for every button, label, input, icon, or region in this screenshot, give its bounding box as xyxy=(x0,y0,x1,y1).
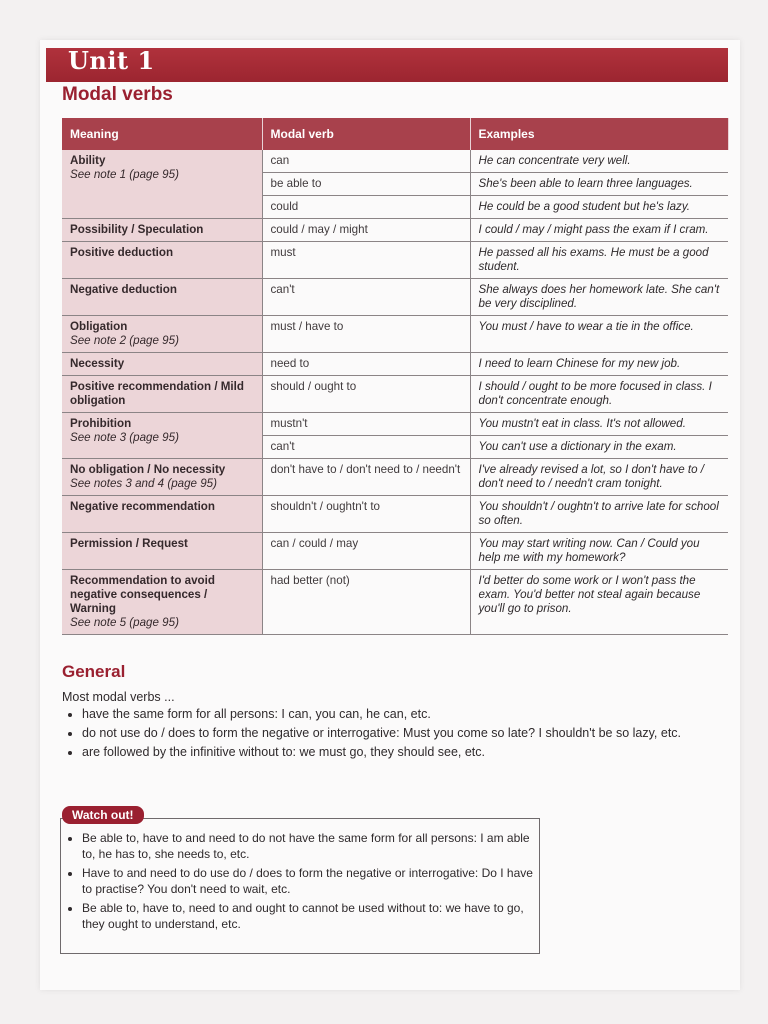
example-cell: She always does her homework late. She can't be very disciplined. xyxy=(470,279,728,316)
meaning-cell xyxy=(62,459,262,496)
meaning-note: See note 2 (page 95) xyxy=(70,334,179,347)
list-item: • Be able to, have to and need to do not have the same form for all persons: I am able to, he has to, she needs to, etc. xyxy=(82,830,542,862)
meaning-cell: Negative recommendation xyxy=(62,496,262,533)
example-cell: You shouldn't / oughtn't to arrive late for school so often. xyxy=(470,496,728,533)
list-item: • Have to and need to do use do / does to form the negative or interrogative: Do I have to practise? You don't need to wait, etc. xyxy=(82,865,542,897)
list-item: • have the same form for all persons: I can, you can, he can, etc. xyxy=(82,706,702,723)
example-cell: You may start writing now. Can / Could you help me with my homework? xyxy=(470,533,728,570)
example-cell: I could / may / might pass the exam if I cram. xyxy=(470,219,728,242)
list-item: • Be able to, have to, need to and ought to cannot be used without to: we have to go, they ought to understand, etc. xyxy=(82,900,542,932)
modal-verb-cell: can't xyxy=(262,436,470,459)
unit-title: Unit 1 xyxy=(68,46,155,75)
modal-verb-cell: can't xyxy=(262,279,470,316)
example-cell: I've already revised a lot, so I don't have to / don't need to / needn't cram tonight. xyxy=(470,459,728,496)
meaning-note: See note 5 (page 95) xyxy=(70,616,179,629)
modal-verb-cell: be able to xyxy=(262,173,470,196)
watch-out-label: Watch out! xyxy=(62,806,144,824)
example-cell: You mustn't eat in class. It's not allowed. xyxy=(470,413,728,436)
table-row xyxy=(62,459,728,496)
example-cell: I need to learn Chinese for my new job. xyxy=(470,353,728,376)
meaning-cell xyxy=(62,413,262,459)
meaning-note: See notes 3 and 4 (page 95) xyxy=(70,477,217,490)
modal-verb-cell: need to xyxy=(262,353,470,376)
general-list xyxy=(62,706,702,763)
meaning-label: Recommendation to avoid negative consequences / Warning xyxy=(70,574,215,615)
meaning-note: See note 3 (page 95) xyxy=(70,431,179,444)
example-cell: She's been able to learn three languages. xyxy=(470,173,728,196)
table-row xyxy=(62,150,728,173)
table-row xyxy=(62,533,728,570)
meaning-cell xyxy=(62,150,262,219)
modal-verb-cell: must xyxy=(262,242,470,279)
col-header-modal-verb: Modal verb xyxy=(262,118,470,150)
modal-verb-cell: can / could / may xyxy=(262,533,470,570)
meaning-cell xyxy=(62,570,262,635)
meaning-cell: Negative deduction xyxy=(62,279,262,316)
modal-verb-cell: could / may / might xyxy=(262,219,470,242)
modal-verb-cell: had better (not) xyxy=(262,570,470,635)
general-intro: Most modal verbs ... xyxy=(62,690,175,704)
table-row xyxy=(62,316,728,353)
watch-out-list xyxy=(62,830,542,935)
example-cell: He could be a good student but he's lazy. xyxy=(470,196,728,219)
col-header-meaning: Meaning xyxy=(62,118,262,150)
list-item: • are followed by the infinitive without to: we must go, they should see, etc. xyxy=(82,744,702,761)
meaning-label: Prohibition xyxy=(70,417,132,430)
list-item: • do not use do / does to form the negative or interrogative: Must you come so late? I shouldn't be so lazy, etc. xyxy=(82,725,702,742)
meaning-cell xyxy=(62,316,262,353)
section-title: Modal verbs xyxy=(62,84,173,105)
meaning-cell: Permission / Request xyxy=(62,533,262,570)
meaning-label: Ability xyxy=(70,154,106,167)
table-row xyxy=(62,496,728,533)
example-cell: You must / have to wear a tie in the office. xyxy=(470,316,728,353)
table-row xyxy=(62,242,728,279)
modal-verb-cell: don't have to / don't need to / needn't xyxy=(262,459,470,496)
modal-verb-cell: can xyxy=(262,150,470,173)
meaning-label: No obligation / No necessity xyxy=(70,463,226,476)
table-row xyxy=(62,219,728,242)
meaning-note: See note 1 (page 95) xyxy=(70,168,179,181)
meaning-cell: Possibility / Speculation xyxy=(62,219,262,242)
meaning-label: Obligation xyxy=(70,320,128,333)
meaning-cell: Positive deduction xyxy=(62,242,262,279)
table-header-row xyxy=(62,118,728,150)
modal-verbs-table xyxy=(62,118,729,635)
meaning-cell: Necessity xyxy=(62,353,262,376)
example-cell: I'd better do some work or I won't pass the exam. You'd better not steal again because you'll go to prison. xyxy=(470,570,728,635)
modal-verb-cell: should / ought to xyxy=(262,376,470,413)
col-header-examples: Examples xyxy=(470,118,728,150)
general-heading: General xyxy=(62,662,126,681)
modal-verb-cell: must / have to xyxy=(262,316,470,353)
table-row xyxy=(62,413,728,436)
table-row xyxy=(62,353,728,376)
example-cell: I should / ought to be more focused in class. I don't concentrate enough. xyxy=(470,376,728,413)
modal-verb-cell: shouldn't / oughtn't to xyxy=(262,496,470,533)
table-row xyxy=(62,570,728,635)
example-cell: You can't use a dictionary in the exam. xyxy=(470,436,728,459)
example-cell: He passed all his exams. He must be a good student. xyxy=(470,242,728,279)
table-row xyxy=(62,279,728,316)
meaning-cell: Positive recommendation / Mild obligation xyxy=(62,376,262,413)
modal-verb-cell: could xyxy=(262,196,470,219)
table-row xyxy=(62,376,728,413)
example-cell: He can concentrate very well. xyxy=(470,150,728,173)
modal-verb-cell: mustn't xyxy=(262,413,470,436)
